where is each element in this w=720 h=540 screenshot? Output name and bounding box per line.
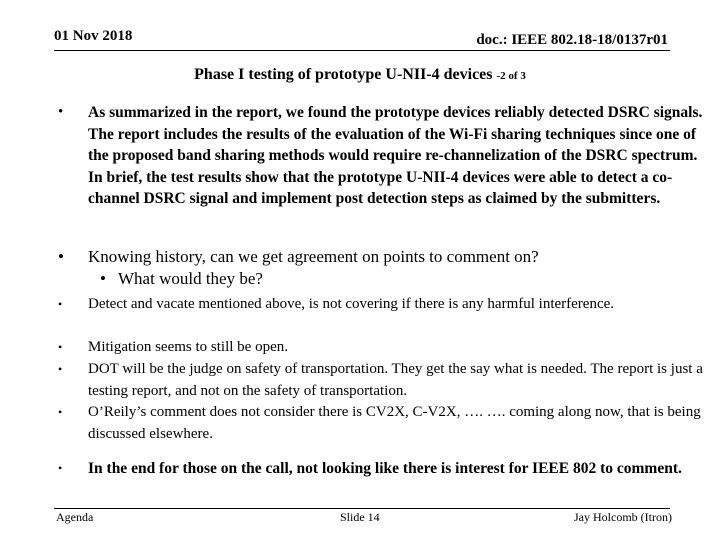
sub-list-item-text: What would they be?: [118, 269, 263, 288]
header-date: 01 Nov 2018: [54, 28, 133, 44]
bullet-icon: •: [58, 247, 64, 266]
list-item-text: Mitigation seems to still be open.: [88, 339, 288, 355]
list-item-text: In the end for those on the call, not looking like there is interest for IEEE 802 to comment.: [88, 460, 682, 477]
list-item: [58, 294, 708, 316]
bullet-icon: •: [58, 340, 63, 354]
bullet-icon: •: [58, 405, 63, 419]
slide-title-suffix: -2 of 3: [496, 70, 526, 82]
list-item: [58, 359, 708, 402]
list-item-text: DOT will be the judge on safety of transportation. They get the say what is needed. The report is just a testing report, and not on the safety of transportation.: [88, 361, 703, 399]
bullet-icon: •: [100, 269, 106, 288]
bullet-icon: •: [58, 104, 64, 120]
list-item-text: Knowing history, can we get agreement on points to comment on?: [88, 247, 539, 266]
bullet-icon: •: [58, 461, 63, 475]
header-doc-id: doc.: IEEE 802.18-18/0137r01: [476, 32, 668, 48]
list-item-text: Detect and vacate mentioned above, is not covering if there is any harmful interference.: [88, 296, 615, 312]
footer-left: Agenda: [56, 510, 94, 524]
footer-author: Jay Holcomb (Itron): [574, 510, 672, 524]
list-item-text: As summarized in the report, we found the prototype devices reliably detected DSRC signals. The report includes the results of the evaluation of the Wi-Fi sharing techniques since one of the proposed band sharing methods would require re-channelization of the DSRC spectrum. In brief, the test results show that the prototype U-NII-4 devices were able to detect a co-channel DSRC signal and implement post detection steps as claimed by the submitters.: [88, 104, 703, 207]
header-divider: [54, 50, 670, 51]
list-item-text: O’Reily’s comment does not consider there is CV2X, C-V2X, …. …. coming along now, that is being discussed elsewhere.: [88, 404, 701, 442]
footer-divider: [54, 508, 670, 509]
list-item: [58, 458, 708, 480]
list-item: [58, 337, 708, 359]
slide-title: [0, 66, 720, 84]
list-item: [58, 246, 708, 290]
footer-slide-number: Slide 14: [340, 510, 380, 524]
sub-list-item: [100, 268, 708, 290]
slide-title-main: Phase I testing of prototype U-NII-4 devices: [194, 66, 493, 83]
bullet-icon: •: [58, 362, 63, 376]
list-item: [58, 402, 708, 445]
list-item: [58, 102, 708, 210]
bullet-icon: •: [58, 297, 63, 311]
